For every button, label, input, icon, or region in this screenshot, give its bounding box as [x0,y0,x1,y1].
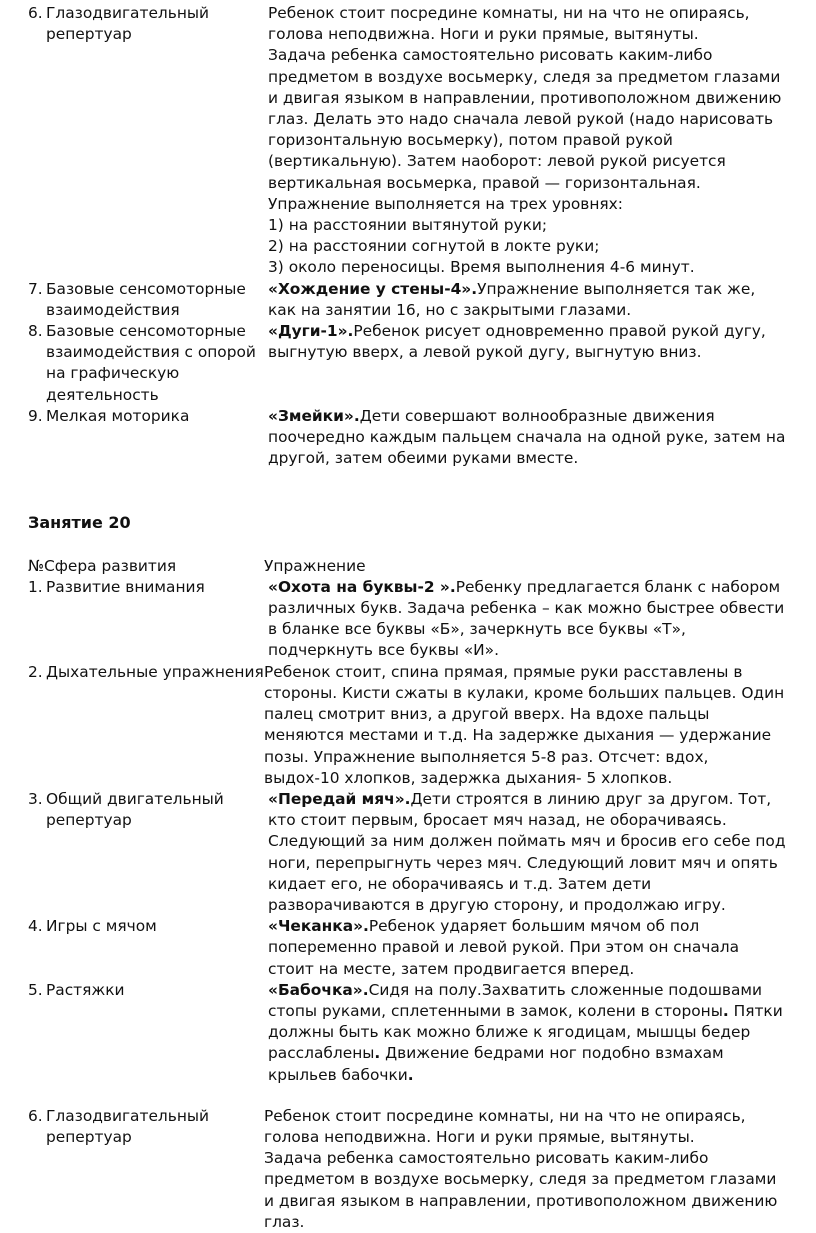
table-row [28,916,788,980]
sphere-label: Базовые сенсомоторные взаимодействия с опорой на графическую деятельность [46,322,256,404]
sphere-label: Растяжки [46,980,125,999]
exercise-description: Ребенок рисует одновременно правой рукой дугу, выгнутую вверх, а левой рукой дугу, выгнутую вниз. [268,322,766,362]
exercise-description: Дети совершают волнообразные движения поочередно каждым пальцем сначала на одной руке, затем на другой, затем обеими руками вместе. [268,406,786,468]
bold-period: . [722,1001,729,1020]
exercise-description: Сидя на полу.Захватить сложенные подошвами стопы руками, сплетенными в замок, колени в стороны [268,980,763,1020]
exercise-description: Пятки должны быть как можно ближе к ягодицам, мышцы бедер расслаблены [268,1001,783,1063]
row-number: 6. [28,1106,43,1125]
exercise-title: «Охота на буквы-2 ». [268,577,456,596]
bold-period: . [407,1065,414,1084]
exercise-text [268,577,788,662]
lesson-heading: Занятие 20 [28,513,131,533]
table-header [28,556,788,577]
row-number: 1. [28,577,43,596]
sphere-label: Игры с мячом [46,917,157,936]
row-number: 2. [28,662,43,681]
sphere-label: Глазодвигательный репертуар [46,1106,210,1146]
exercise-text [268,789,788,916]
exercise-title: «Чеканка». [268,917,369,936]
document-page [28,3,788,1233]
table-row [28,1106,788,1233]
table-row [28,980,788,1086]
exercise-description: Упражнение выполняется так же, как на занятии 16, но с закрытыми глазами. [268,279,756,319]
row-number: 9. [28,406,43,425]
text-line: 3) около переносицы. Время выполнения 4-6 минут. [268,258,695,277]
bold-period: . [374,1044,381,1063]
exercise-text [264,662,788,789]
exercise-description: Движение бедрами ног подобно взмахам крыльев бабочки [268,1044,724,1084]
exercise-text [268,321,788,406]
exercise-text [268,980,788,1086]
table-row [28,3,788,279]
exercise-title: «Бабочка». [268,980,369,999]
exercise-title: «Дуги-1». [268,322,354,341]
exercise-description: Ребенку предлагается бланк с набором различных букв. Задача ребенка – как можно быстрее обвести в бланке все буквы «Б», зачеркнуть все буквы «Т», подчеркнуть все буквы «И». [268,577,785,660]
table-row [28,321,788,406]
exercise-text [268,279,788,321]
text-line: Ребенок стоит посредине комнаты, ни на что не опираясь, голова неподвижна. Ноги и руки прямые, вытянуты. [268,4,750,44]
exercise-description: Дети строятся в линию друг за другом. Тот, кто стоит первым, бросает мяч назад, не оборачиваясь. Следующий за ним должен поймать мяч и бросив его себе под ноги, перепрыгнуть через мяч. Следующий ловит мяч и опять кидает его, не оборачиваясь и т.д. Затем дети разворачиваются в другую сторону, и продолжаю игру. [268,789,786,914]
sphere-label: Развитие внимания [46,577,205,596]
table-row [28,662,788,789]
row-number: 7. [28,279,43,298]
sphere-label: Дыхательные упражнения [46,662,264,681]
table-row [28,577,788,662]
exercise-text [268,406,788,470]
sphere-label: Мелкая моторика [46,406,190,425]
text-line: Ребенок стоит посредине комнаты, ни на что не опираясь, голова неподвижна. Ноги и руки прямые, вытянуты. [264,1106,746,1146]
row-number: 3. [28,789,43,808]
exercise-title: «Передай мяч». [268,789,411,808]
text-line: Упражнение выполняется на трех уровнях: [268,194,623,213]
exercise-title: «Змейки». [268,406,360,425]
row-number: 4. [28,917,43,936]
exercise-text [268,3,788,279]
exercise-text [268,916,788,980]
exercise-text [264,1106,788,1233]
column-header-sphere: №Сфера развития [28,556,177,575]
sphere-label: Базовые сенсомоторные взаимодействия [46,279,246,319]
sphere-label: Глазодвигательный репертуар [46,4,210,44]
sphere-label: Общий двигательный репертуар [46,789,224,830]
exercise-description: Ребенок стоит, спина прямая, прямые руки расставлены в стороны. Кисти сжаты в кулаки, кроме больших пальцев. Один палец смотрит вниз, а другой вверх. На вдохе пальцы меняются местами и т.д. На задержке дыхания — удержание позы. Упражнение выполняется 5-8 раз. Отсчет: вдох, выдох-10 хлопков, задержка дыхания- 5 хлопков. [264,662,785,787]
row-number: 6. [28,4,43,22]
text-line: 2) на расстоянии согнутой в локте руки; [268,237,600,256]
text-line: 1) на расстоянии вытянутой руки; [268,216,548,235]
text-line: Задача ребенка самостоятельно рисовать каким-либо предметом в воздухе восьмерку, следя за предметом глазами и двигая языком в направлении, противоположном движению глаз. [264,1149,778,1231]
exercise-description: Ребенок ударяет большим мячом об пол попеременно правой и левой рукой. При этом он сначала стоит на месте, затем продвигается вперед. [268,917,740,978]
column-header-exercise: Упражнение [264,556,366,575]
table-row [28,279,788,321]
table-row [28,789,788,916]
row-number: 8. [28,322,43,341]
table-row [28,406,788,470]
row-number: 5. [28,980,43,999]
exercise-title: «Хождение у стены-4». [268,279,478,298]
text-line: Задача ребенка самостоятельно рисовать каким-либо предметом в воздухе восьмерку, следя за предметом глазами и двигая языком в направлении, противоположном движению глаз. Делать это надо сначала левой рукой (надо нарисовать горизонтальную восьмерку), потом правой рукой (вертикальную). Затем наоборот: левой рукой рисуется вертикальная восьмерка, правой — горизонтальная. [268,46,782,192]
